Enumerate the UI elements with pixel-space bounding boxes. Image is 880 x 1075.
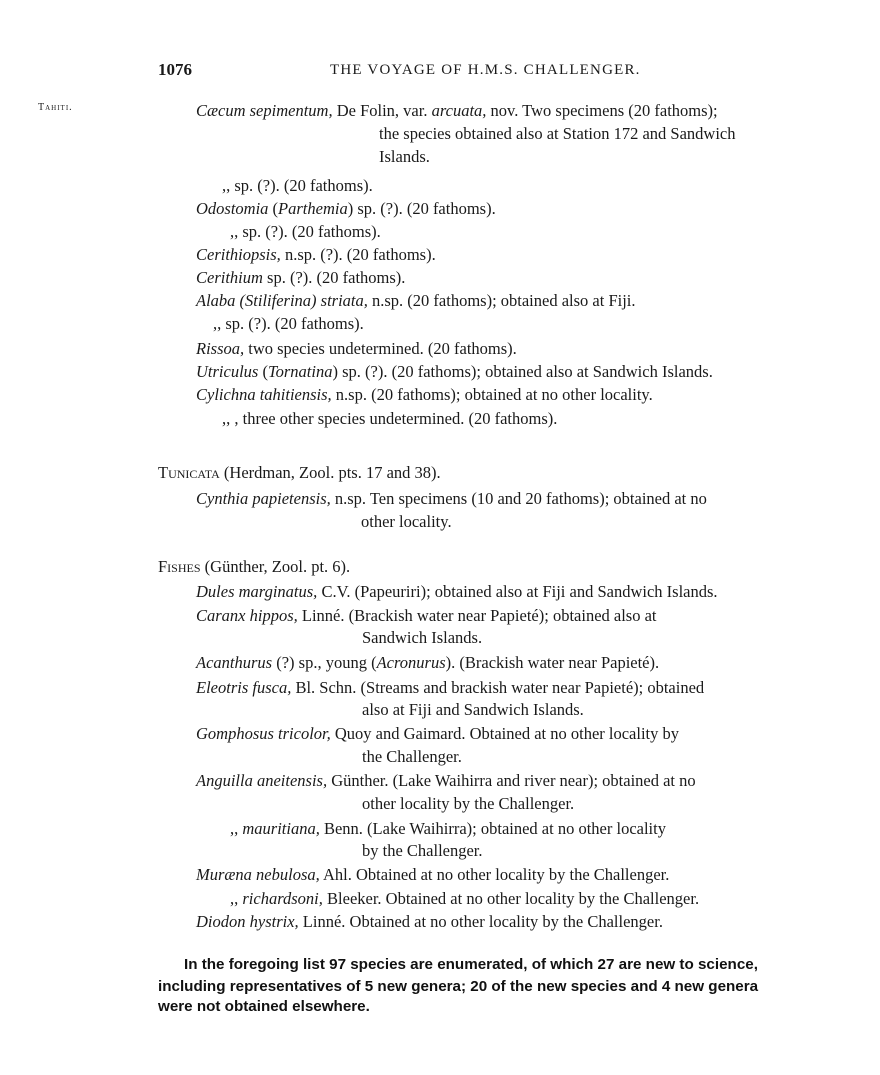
entry-text: Islands. xyxy=(379,147,430,166)
entry-text: ,, sp. (?). (20 fathoms). xyxy=(230,222,381,241)
fish-entry xyxy=(196,864,669,886)
fish-entry xyxy=(362,793,574,815)
entry-text: ) sp. (?). (20 fathoms). xyxy=(347,199,496,218)
entry-text: Sandwich Islands. xyxy=(362,628,483,647)
entry-text: also at Fiji and Sandwich Islands. xyxy=(362,700,584,719)
mollusc-entry xyxy=(196,384,653,406)
taxon-name: arcuata, xyxy=(431,101,487,120)
entry-text: Günther. (Lake Waihirra and river near); obtained at no xyxy=(327,771,696,790)
mollusc-entry xyxy=(230,221,381,243)
taxon-name: Cerithiopsis, xyxy=(196,245,281,264)
tunicata-entry xyxy=(361,511,452,533)
ditto-mark: ,, xyxy=(230,889,243,908)
entry-text: n.sp. (20 fathoms); obtained also at Fiji. xyxy=(367,291,636,310)
tunicata-heading xyxy=(158,462,441,484)
fish-entry xyxy=(196,723,679,745)
entry-text: n.sp. (20 fathoms); obtained at no other locality. xyxy=(331,385,653,404)
taxon-name: Gomphosus tricolor, xyxy=(196,724,331,743)
mollusc-entry xyxy=(379,146,430,168)
section-reference: (Herdman, Zool. pts. 17 and 38). xyxy=(219,463,441,482)
entry-text: ) sp. (?). (20 fathoms); obtained also at Sandwich Islands. xyxy=(332,362,713,381)
taxon-name: Cynthia papietensis, xyxy=(196,489,331,508)
mollusc-entry xyxy=(196,290,636,312)
entry-text: the species obtained also at Station 172 and Sandwich xyxy=(379,124,736,143)
taxon-name: mauritiana, xyxy=(242,819,320,838)
entry-text: De Folin, var. xyxy=(332,101,432,120)
entry-text: Linné. (Brackish water near Papieté); obtained also at xyxy=(297,606,657,625)
page-number: 1076 xyxy=(158,60,192,79)
entry-text: ,, , three other species undetermined. (20 fathoms). xyxy=(222,409,558,428)
entry-text: sp. (?). (20 fathoms). xyxy=(262,268,406,287)
fish-entry xyxy=(362,627,482,649)
taxon-name: Muræna nebulosa, xyxy=(196,865,320,884)
mollusc-entry xyxy=(213,313,364,335)
entry-text: Ahl. Obtained at no other locality by the Challenger. xyxy=(319,865,670,884)
taxon-name: Cerithium xyxy=(196,268,263,287)
footnote-line: were not obtained elsewhere. xyxy=(158,998,370,1015)
tunicata-entry xyxy=(196,488,707,510)
section-reference: (Günther, Zool. pt. 6). xyxy=(200,557,351,576)
entry-text: ( xyxy=(268,199,279,218)
entry-text: ( xyxy=(258,362,268,381)
taxon-name: Dules marginatus, xyxy=(196,582,318,601)
fish-entry xyxy=(196,605,657,627)
fish-entry xyxy=(230,888,699,910)
fish-entry xyxy=(196,581,718,603)
taxon-name: richardsoni, xyxy=(242,889,323,908)
entry-text: other locality by the Challenger. xyxy=(362,794,575,813)
taxon-name: Diodon hystrix, xyxy=(196,912,299,931)
mollusc-entry xyxy=(196,338,517,360)
entry-text: two species undetermined. (20 fathoms). xyxy=(244,339,517,358)
entry-text: the Challenger. xyxy=(362,747,462,766)
entry-text: ,, sp. (?). (20 fathoms). xyxy=(213,314,364,333)
entry-text: Bleeker. Obtained at no other locality by the Challenger. xyxy=(322,889,700,908)
taxon-name: Odostomia xyxy=(196,199,269,218)
fish-entry xyxy=(196,677,704,699)
taxon-name: Rissoa, xyxy=(196,339,245,358)
mollusc-entry xyxy=(196,267,405,289)
fishes-heading xyxy=(158,556,350,578)
footnote-line: including representatives of 5 new genera; 20 of the new species and 4 new genera xyxy=(158,978,759,995)
entry-text: C.V. (Papeuriri); obtained also at Fiji and Sandwich Islands. xyxy=(317,582,718,601)
fish-entry xyxy=(196,911,663,933)
taxon-name: Tornatina xyxy=(267,362,333,381)
entry-text: nov. Two specimens (20 fathoms); xyxy=(486,101,718,120)
taxon-name: Utriculus xyxy=(196,362,259,381)
entry-text: other locality. xyxy=(361,512,452,531)
section-name: Fishes xyxy=(158,557,201,576)
taxon-name: Eleotris fusca, xyxy=(196,678,292,697)
entry-text: (?) sp., young ( xyxy=(272,653,377,672)
taxon-name: Cylichna tahitiensis, xyxy=(196,385,332,404)
fish-entry xyxy=(196,652,659,674)
taxon-name: Caranx hippos, xyxy=(196,606,298,625)
mollusc-entry xyxy=(196,100,718,122)
taxon-name: Anguilla aneitensis, xyxy=(196,771,328,790)
mollusc-entry xyxy=(196,361,713,383)
entry-text: Linné. Obtained at no other locality by the Challenger. xyxy=(298,912,663,931)
taxon-name: Parthemia xyxy=(278,199,348,218)
taxon-name: Cæcum sepimentum, xyxy=(196,101,333,120)
taxon-name: Acronurus xyxy=(376,653,446,672)
mollusc-entry xyxy=(379,123,736,145)
mollusc-entry xyxy=(196,244,436,266)
taxon-name: Alaba (Stiliferina) striata, xyxy=(196,291,368,310)
entry-text: n.sp. Ten specimens (10 and 20 fathoms); obtained at no xyxy=(330,489,707,508)
section-name: Tunicata xyxy=(158,463,220,482)
running-title: THE VOYAGE OF H.M.S. CHALLENGER. xyxy=(330,62,641,78)
mollusc-entry xyxy=(196,198,496,220)
entry-text: Quoy and Gaimard. Obtained at no other locality by xyxy=(330,724,680,743)
fish-entry xyxy=(362,746,462,768)
margin-label: Tahiti. xyxy=(38,102,73,113)
entry-text: Bl. Schn. (Streams and brackish water near Papieté); obtained xyxy=(291,678,705,697)
mollusc-entry xyxy=(222,408,557,430)
fish-entry xyxy=(196,770,696,792)
mollusc-entry xyxy=(222,175,373,197)
footnote-line: In the foregoing list 97 species are enumerated, of which 27 are new to science, xyxy=(184,956,758,973)
entry-text: ,, sp. (?). (20 fathoms). xyxy=(222,176,373,195)
fish-entry xyxy=(362,840,483,862)
ditto-mark: ,, xyxy=(230,819,243,838)
fish-entry xyxy=(230,818,666,840)
entry-text: by the Challenger. xyxy=(362,841,483,860)
entry-text: ). (Brackish water near Papieté). xyxy=(445,653,660,672)
entry-text: Benn. (Lake Waihirra); obtained at no other locality xyxy=(319,819,666,838)
taxon-name: Acanthurus xyxy=(196,653,273,672)
entry-text: n.sp. (?). (20 fathoms). xyxy=(280,245,436,264)
fish-entry xyxy=(362,699,584,721)
